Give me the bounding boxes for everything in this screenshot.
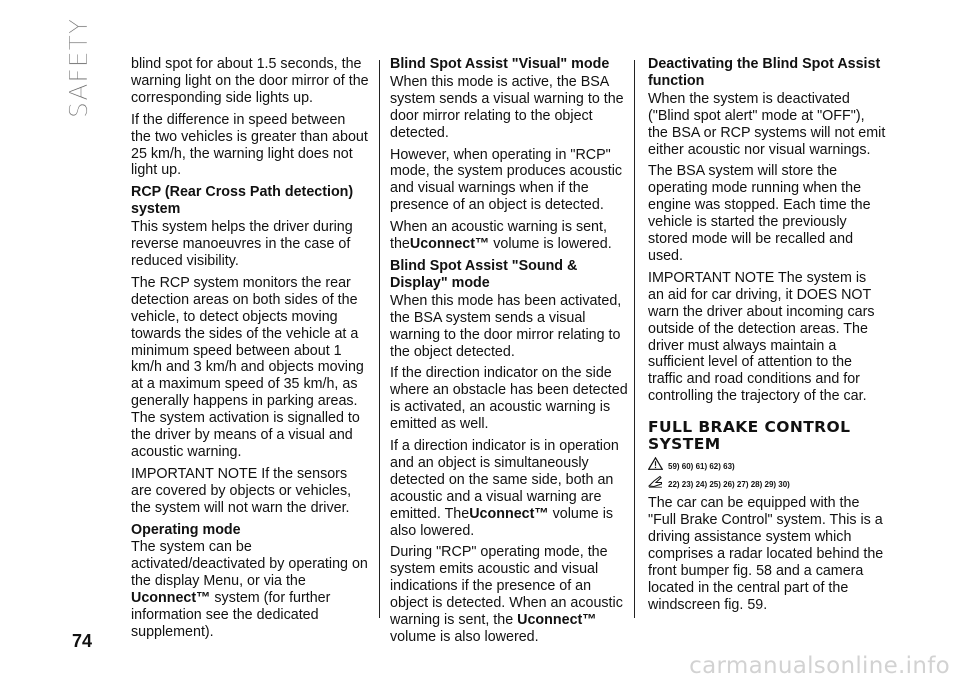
paragraph: When this mode has been activated, the BSA system sends a visual warning to the door mirror relating to the object detected.	[390, 292, 622, 360]
warning-triangle-icon	[648, 457, 663, 477]
paragraph: When the system is deactivated ("Blind spot alert" mode at "OFF"), the BSA or RCP systems will not emit either acoustic nor visual warnings.	[648, 90, 886, 158]
heading-rcp: RCP (Rear Cross Path detection) system	[131, 184, 354, 218]
heading-visual-mode: Blind Spot Assist "Visual" mode	[390, 56, 610, 72]
text: When an acoustic warning is sent, the	[390, 219, 607, 253]
text: volume is also lowered.	[390, 629, 539, 645]
paragraph: However, when operating in "RCP" mode, the system produces acoustic and visual warnings when if the presence of an object is detected.	[390, 146, 623, 214]
watermark: carmanualsonline.info	[689, 653, 950, 679]
paragraph: When this mode is active, the BSA system sends a visual warning to the door mirror relating to the object detected.	[390, 73, 624, 141]
column-divider	[634, 60, 635, 618]
brand-name: Uconnect™	[409, 236, 490, 253]
warning-references	[648, 459, 886, 475]
heading-operating-mode: Operating mode	[131, 521, 241, 538]
text: During "RCP" operating mode, the system emits acoustic and visual indications if the presence of an object is detected. When an acoustic warning is sent, the	[390, 544, 623, 629]
paragraph	[390, 544, 628, 645]
paragraph: IMPORTANT NOTE The system is an aid for car driving, it DOES NOT warn the driver about incoming cars outside of the detection areas. The driver must always maintain a sufficient level of attention to the traffic and road conditions and for controlling the trajectory of the car.	[648, 269, 875, 405]
heading-sound-display-mode: Blind Spot Assist "Sound & Display" mode	[390, 257, 578, 291]
paragraph	[390, 219, 628, 253]
paragraph: The RCP system monitors the rear detection areas on both sides of the vehicle, to detect objects moving towards the sides of the vehicle at a minimum speed between about 1 km/h and 3 km/h and objects moving at a maximum speed of 35 km/h, as generally happens in parking areas. The system activation is signalled to the driver by means of a visual and acoustic warning.	[131, 274, 364, 460]
text: If a direction indicator is in operation and an object is simultaneously detected on the same side, both an acoustic and a visual warning are emitted. The	[390, 438, 619, 522]
column-1	[131, 56, 369, 646]
note-hand-icon	[648, 475, 663, 495]
note-references	[648, 477, 886, 493]
text: system (for further information see the dedicated supplement).	[131, 590, 331, 640]
text: volume is lowered.	[489, 236, 612, 253]
column-divider	[379, 60, 380, 618]
heading-full-brake-control: FULL BRAKE CONTROL SYSTEM	[648, 418, 851, 454]
warning-refs-text: 59) 60) 61) 62) 63)	[668, 461, 735, 471]
column-3	[648, 56, 886, 618]
text: The system can be activated/deactivated by operating on the display Menu, or via the	[131, 539, 368, 590]
section-title: SAFETY	[64, 17, 93, 118]
text: volume is also lowered.	[390, 505, 614, 539]
brand-name: Uconnect™	[517, 612, 597, 629]
note-refs-text: 22) 23) 24) 25) 26) 27) 28) 29) 30)	[668, 479, 790, 489]
heading-deactivating: Deactivating the Blind Spot Assist function	[648, 56, 881, 89]
page-number: 74	[72, 631, 93, 651]
brand-name: Uconnect™	[469, 505, 549, 522]
paragraph: The BSA system will store the operating mode running when the engine was stopped. Each time the vehicle is started the previously stored mode will be recalled and used.	[648, 163, 871, 264]
column-2	[390, 56, 628, 651]
paragraph: IMPORTANT NOTE If the sensors are covered by objects or vehicles, the system will not warn the driver.	[131, 465, 352, 516]
brand-name: Uconnect™	[131, 590, 211, 607]
paragraph	[390, 438, 628, 539]
paragraph: The car can be equipped with the "Full Brake Control" system. This is a driving assistance system which comprises a radar located behind the front bumper fig. 58 and a camera located in the central part of the windscreen fig. 59.	[648, 495, 884, 613]
paragraph: This system helps the driver during reverse manoeuvres in the case of reduced visibility.	[131, 219, 353, 269]
paragraph	[131, 539, 369, 640]
paragraph: If the direction indicator on the side where an obstacle has been detected is activated, an acoustic warning is emitted as well.	[390, 365, 628, 433]
paragraph: blind spot for about 1.5 seconds, the warning light on the door mirror of the corresponding side lights up.	[131, 56, 369, 106]
paragraph: If the difference in speed between the two vehicles is greater than about 25 km/h, the warning light does not light up.	[131, 111, 368, 179]
